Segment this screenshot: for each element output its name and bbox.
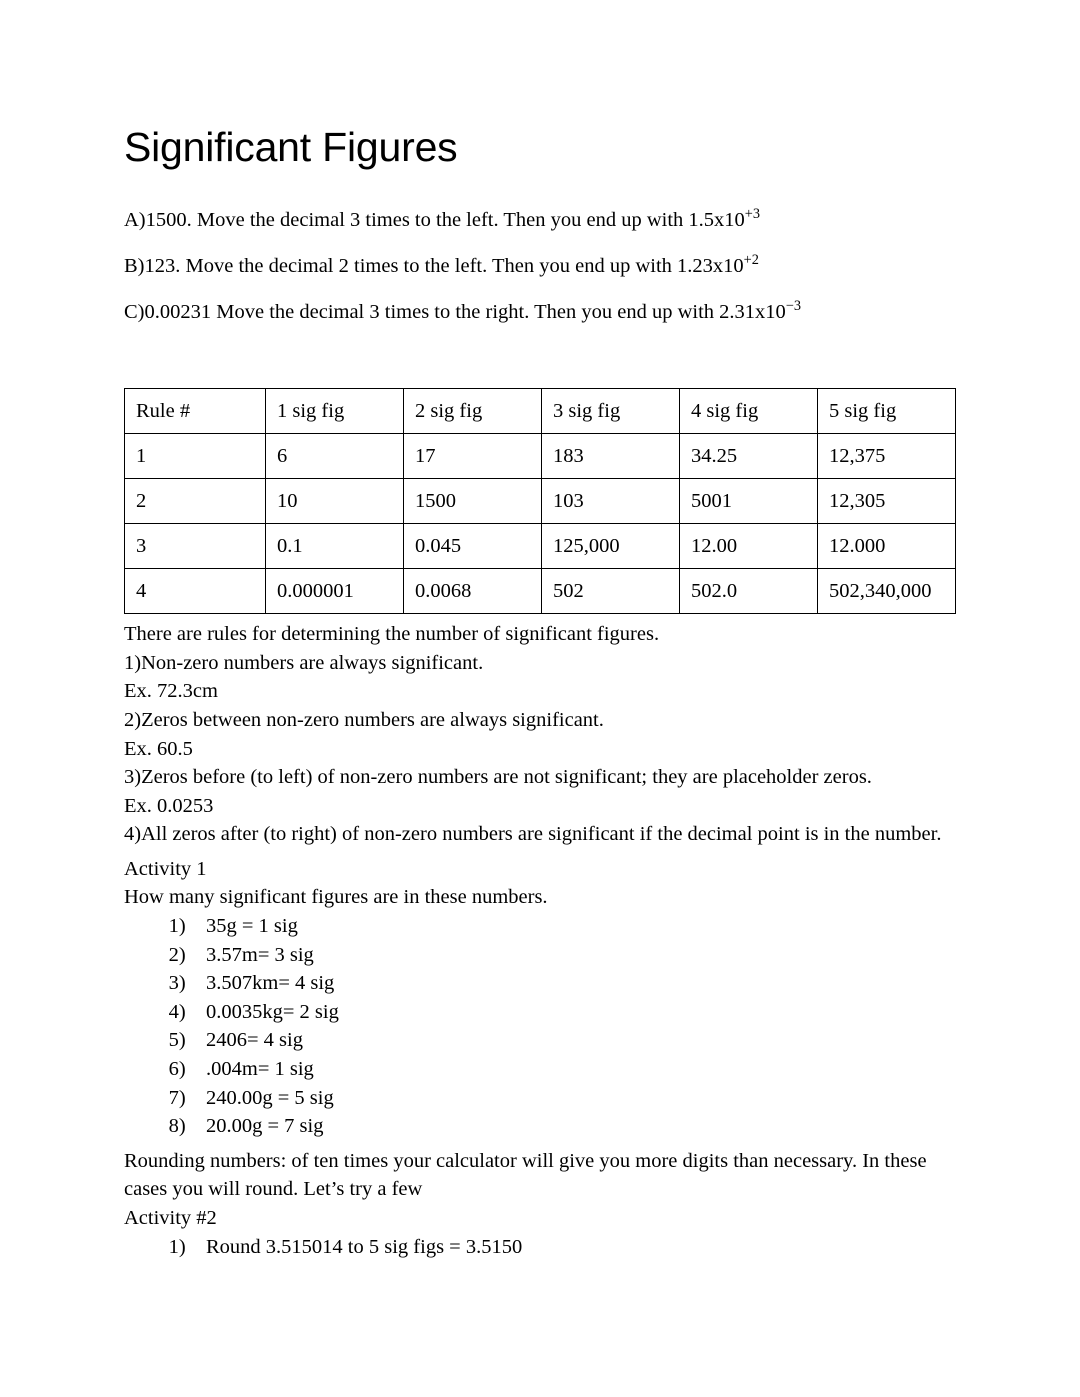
sci-notation-line-a bbox=[124, 197, 956, 243]
sci-notation-exponent-b: +2 bbox=[743, 252, 759, 269]
table-cell: 2 bbox=[125, 479, 266, 524]
list-item: 1. Round 3.515014 to 5 sig figs = 3.5150 bbox=[196, 1233, 956, 1262]
table-cell: 502 bbox=[542, 569, 680, 614]
list-item: 2. 3.57m= 3 sig bbox=[196, 941, 956, 970]
list-item: 3. 3.507km= 4 sig bbox=[196, 969, 956, 998]
table-cell: 0.000001 bbox=[266, 569, 404, 614]
table-header-cell: Rule # bbox=[125, 389, 266, 434]
table-cell: 5001 bbox=[680, 479, 818, 524]
rounding-section bbox=[124, 1147, 956, 1233]
sci-notation-text-b: B)123. Move the decimal 2 times to the left. Then you end up with 1.23x10 bbox=[124, 255, 744, 278]
table-cell: 502,340,000 bbox=[818, 569, 956, 614]
table-cell: 34.25 bbox=[680, 434, 818, 479]
table-row bbox=[125, 479, 956, 524]
table-cell: 1 bbox=[125, 434, 266, 479]
rules-intro: There are rules for determining the number of significant figures. bbox=[124, 623, 660, 646]
list-item: 7. 240.00g = 5 sig bbox=[196, 1084, 956, 1113]
table-header-row bbox=[125, 389, 956, 434]
list-item: 1. 35g = 1 sig bbox=[196, 912, 956, 941]
sci-notation-exponent-a: +3 bbox=[744, 206, 761, 223]
table-spacer bbox=[124, 335, 956, 388]
table-cell: 6 bbox=[266, 434, 404, 479]
table-header-cell: 4 sig fig bbox=[680, 389, 818, 434]
rule-line-2: 2)Zeros between non-zero numbers are always significant. bbox=[124, 708, 604, 731]
rules-section bbox=[124, 620, 956, 849]
table-cell: 0.045 bbox=[404, 524, 542, 569]
activity-1-prompt: How many significant figures are in these numbers. bbox=[124, 886, 548, 909]
table-cell: 502.0 bbox=[680, 569, 818, 614]
table-row bbox=[125, 434, 956, 479]
table-cell: 103 bbox=[542, 479, 680, 524]
table-header-cell: 5 sig fig bbox=[818, 389, 956, 434]
sci-notation-exponent-c: −3 bbox=[785, 298, 802, 315]
rule-line-4: 4)All zeros after (to right) of non-zero numbers are significant if the decimal point is in the number. bbox=[124, 823, 942, 846]
rule-example-3: Ex. 0.0253 bbox=[124, 794, 214, 817]
list-item: 6. .004m= 1 sig bbox=[196, 1055, 956, 1084]
table-cell: 4 bbox=[125, 569, 266, 614]
sig-fig-table bbox=[124, 388, 956, 614]
scientific-notation-examples bbox=[124, 197, 956, 335]
activity-2-heading: Activity #2 bbox=[124, 1207, 217, 1230]
table-cell: 17 bbox=[404, 434, 542, 479]
rule-example-2: Ex. 60.5 bbox=[124, 737, 193, 760]
activity-2-list bbox=[124, 1233, 956, 1262]
table-header-cell: 2 sig fig bbox=[404, 389, 542, 434]
table-row bbox=[125, 524, 956, 569]
sci-notation-text-c: C)0.00231 Move the decimal 3 times to the right. Then you end up with 2.31x10 bbox=[124, 301, 786, 324]
table-header-cell: 3 sig fig bbox=[542, 389, 680, 434]
sci-notation-line-c bbox=[124, 289, 956, 335]
table-header-cell: 1 sig fig bbox=[266, 389, 404, 434]
rounding-paragraph: Rounding numbers: of ten times your calculator will give you more digits than necessary. In these cases you will round. Let’s try a few bbox=[124, 1149, 927, 1201]
table-cell: 12.00 bbox=[680, 524, 818, 569]
table-cell: 3 bbox=[125, 524, 266, 569]
table-cell: 10 bbox=[266, 479, 404, 524]
activity-1-heading: Activity 1 bbox=[124, 857, 207, 880]
table-cell: 12,375 bbox=[818, 434, 956, 479]
table-cell: 183 bbox=[542, 434, 680, 479]
sci-notation-line-b bbox=[124, 243, 956, 289]
table-cell: 1500 bbox=[404, 479, 542, 524]
sci-notation-text-a: A)1500. Move the decimal 3 times to the left. Then you end up with 1.5x10 bbox=[124, 209, 745, 232]
list-item: 8. 20.00g = 7 sig bbox=[196, 1112, 956, 1141]
activity-1-section bbox=[124, 855, 956, 912]
activity-1-list bbox=[124, 912, 956, 1141]
rule-example-1: Ex. 72.3cm bbox=[124, 680, 218, 703]
table-cell: 125,000 bbox=[542, 524, 680, 569]
table-cell: 0.0068 bbox=[404, 569, 542, 614]
table-row bbox=[125, 569, 956, 614]
rule-line-1: 1)Non-zero numbers are always significant. bbox=[124, 651, 484, 674]
page-title: Significant Figures bbox=[124, 124, 458, 170]
list-item: 4. 0.0035kg= 2 sig bbox=[196, 998, 956, 1027]
table-cell: 12.000 bbox=[818, 524, 956, 569]
table-cell: 12,305 bbox=[818, 479, 956, 524]
list-item: 5. 2406= 4 sig bbox=[196, 1026, 956, 1055]
rule-line-3: 3)Zeros before (to left) of non-zero numbers are not significant; they are placeholder zeros. bbox=[124, 766, 872, 789]
table-cell: 0.1 bbox=[266, 524, 404, 569]
